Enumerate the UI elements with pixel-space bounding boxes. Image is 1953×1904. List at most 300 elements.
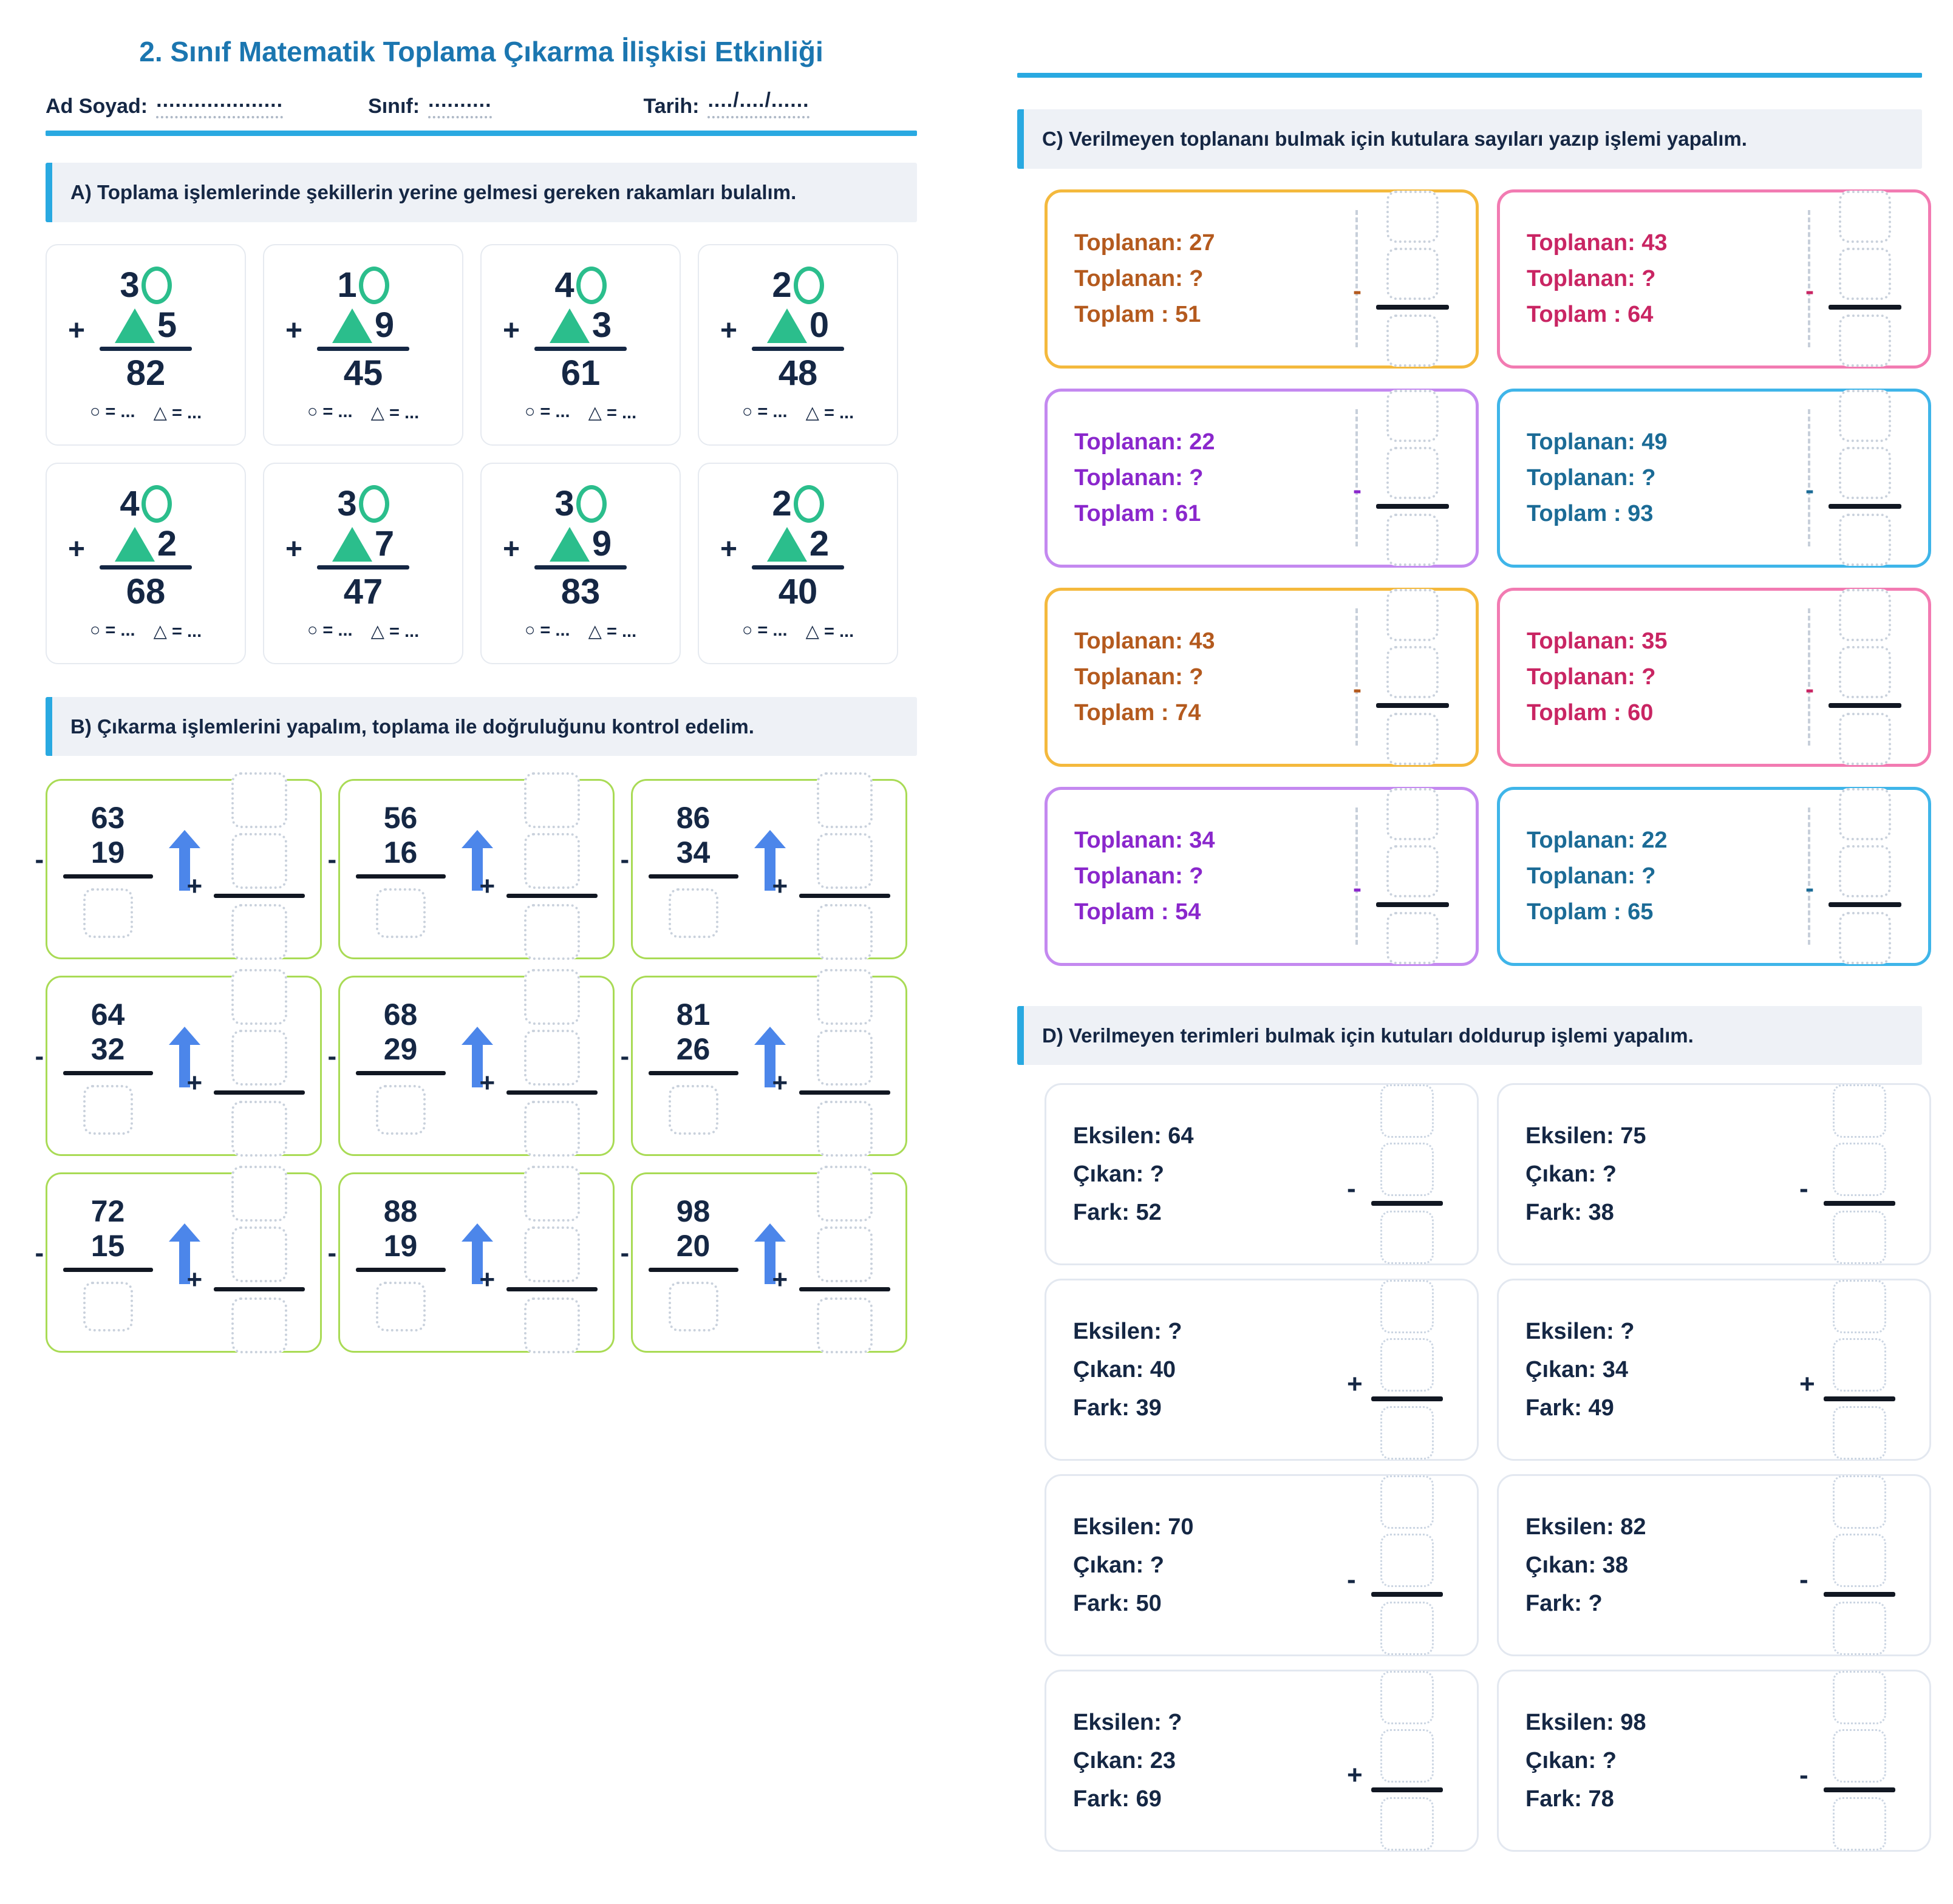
number-answer-box[interactable] <box>1839 646 1891 698</box>
plus-sign: + <box>186 871 203 901</box>
tens-digit: 4 <box>554 265 574 305</box>
subtraction-check-card <box>620 779 907 959</box>
sum-line <box>534 565 627 570</box>
date-fill-line[interactable]: ..../..../...... <box>707 89 809 118</box>
bottom-addend <box>720 305 844 351</box>
shape-answer-legend <box>742 620 854 642</box>
result-line <box>799 1090 890 1095</box>
plus-sign: + <box>503 532 520 565</box>
name-field <box>46 89 283 118</box>
addition-check-column <box>772 969 890 1157</box>
circle-answer-blank[interactable]: ○ = ... <box>741 401 788 421</box>
addend-line-1: Toplanan: 35 <box>1527 628 1668 654</box>
section-a-problem-grid <box>46 244 917 664</box>
subtraction-check-card <box>327 976 615 1156</box>
number-answer-box[interactable] <box>1839 788 1891 840</box>
number-answer-box[interactable] <box>1380 1671 1434 1724</box>
triangle-answer-blank[interactable]: △ = ... <box>588 403 637 423</box>
number-answer-box[interactable] <box>1839 191 1891 243</box>
ones-digit: 2 <box>809 523 830 563</box>
work-area <box>1347 1671 1443 1851</box>
addend-line-1: Toplanan: 49 <box>1527 429 1668 455</box>
difference-answer-box[interactable] <box>83 1282 133 1331</box>
operator-sign: - <box>1353 874 1362 902</box>
number-answer-box[interactable] <box>1833 1475 1886 1529</box>
number-answer-box[interactable] <box>1839 447 1891 499</box>
problem-text <box>1073 1123 1194 1226</box>
circle-placeholder-icon <box>141 267 172 304</box>
difference-line: Fark: 52 <box>1073 1199 1162 1225</box>
work-area <box>1347 1280 1443 1460</box>
number-answer-box[interactable] <box>1839 845 1891 897</box>
number-answer-box[interactable] <box>1380 1729 1434 1783</box>
class-fill-line[interactable]: .......... <box>428 89 491 118</box>
operator-sign: - <box>1353 675 1362 703</box>
sum-answer-box[interactable] <box>524 1101 580 1157</box>
number-answer-box[interactable] <box>1380 1143 1434 1196</box>
bottom-addend <box>68 523 192 570</box>
minuend-line: Eksilen: 64 <box>1073 1123 1194 1149</box>
number-answer-box[interactable] <box>1380 1534 1434 1587</box>
difference-answer-box[interactable] <box>376 888 426 938</box>
sum-value: 40 <box>778 571 818 611</box>
difference-answer-box[interactable] <box>376 1282 426 1331</box>
subtraction-check-card <box>35 779 322 959</box>
addend-line-2: Toplanan: ? <box>1527 863 1656 889</box>
bottom-addend <box>68 305 192 351</box>
minuend: 86 <box>676 800 711 835</box>
result-line <box>214 1287 305 1291</box>
subtraction-check-card <box>35 1172 322 1353</box>
result-line <box>1824 1201 1895 1206</box>
addend-answer-box[interactable] <box>524 969 580 1025</box>
circle-answer-blank[interactable]: ○ = ... <box>524 620 570 640</box>
triangle-answer-blank[interactable]: △ = ... <box>370 403 420 423</box>
section-c-heading: C) Verilmeyen toplananı bulmak için kutulara sayıları yazıp işlemi yapalım. <box>1017 109 1922 169</box>
minuend: 72 <box>90 1194 125 1228</box>
missing-addend-card <box>1497 389 1931 568</box>
circle-answer-blank[interactable]: ○ = ... <box>307 401 353 421</box>
triangle-answer-blank[interactable]: △ = ... <box>153 403 202 423</box>
section-d-heading: D) Verilmeyen terimleri bulmak için kutuları doldurup işlemi yapalım. <box>1017 1006 1922 1066</box>
addend-answer-box[interactable] <box>231 1030 287 1086</box>
plus-sign: + <box>503 314 520 347</box>
result-answer-box[interactable] <box>1833 1406 1886 1460</box>
addend-answer-box[interactable] <box>231 1166 287 1222</box>
shape-answer-legend <box>525 620 636 642</box>
addend-answer-box[interactable] <box>524 772 580 828</box>
addend-answer-box[interactable] <box>524 1030 580 1086</box>
addition-check-column <box>479 1166 598 1353</box>
ones-digit: 5 <box>157 305 177 345</box>
minuend-line: Eksilen: 70 <box>1073 1514 1194 1540</box>
work-area <box>1347 1084 1443 1264</box>
tens-digit: 1 <box>337 265 357 305</box>
addend-answer-box[interactable] <box>231 772 287 828</box>
result-line <box>1829 703 1901 708</box>
circle-answer-blank[interactable]: ○ = ... <box>524 401 570 421</box>
number-answer-box[interactable] <box>1833 1338 1886 1392</box>
result-line <box>1371 1787 1443 1792</box>
number-answer-box[interactable] <box>1833 1671 1886 1724</box>
result-line <box>799 1287 890 1291</box>
plus-sign: + <box>772 1068 788 1098</box>
addend-line-2: Toplanan: ? <box>1527 664 1656 690</box>
bottom-addend <box>720 523 844 570</box>
subtrahend-line: Çıkan: 38 <box>1525 1552 1628 1578</box>
problem-text <box>1525 1319 1635 1421</box>
missing-term-card <box>1497 1474 1931 1656</box>
addend-answer-box[interactable] <box>817 1226 873 1282</box>
circle-placeholder-icon <box>141 485 172 523</box>
number-answer-box[interactable] <box>1386 248 1439 300</box>
result-line <box>63 1268 153 1272</box>
number-answer-box[interactable] <box>1386 589 1439 641</box>
operator-sign: + <box>1347 1369 1363 1399</box>
date-field <box>644 89 809 118</box>
bottom-addend <box>503 523 627 570</box>
addend-answer-box[interactable] <box>817 833 873 889</box>
sum-value: 68 <box>126 571 166 611</box>
addend-line-1: Toplanan: 43 <box>1074 628 1215 654</box>
sum-line <box>534 347 627 351</box>
result-line <box>214 1090 305 1095</box>
subtrahend: 16 <box>383 835 418 869</box>
plus-sign: + <box>186 1265 203 1294</box>
result-answer-box[interactable] <box>1386 713 1439 765</box>
problem-text <box>1073 1710 1182 1812</box>
addition-problem-card <box>698 244 898 446</box>
addend-line-2: Toplanan: ? <box>1074 265 1204 291</box>
problem-text <box>1074 230 1215 328</box>
problem-text <box>1525 1710 1646 1812</box>
sum-answer-box[interactable] <box>231 904 287 960</box>
number-answer-box[interactable] <box>1833 1729 1886 1783</box>
tens-digit: 3 <box>554 483 574 523</box>
sum-value: 83 <box>561 571 601 611</box>
missing-addend-card <box>1045 588 1479 767</box>
subtraction-check-card <box>620 1172 907 1353</box>
addition-check-column <box>186 969 305 1157</box>
operator-sign: - <box>1347 1565 1356 1594</box>
plus-sign: + <box>772 1265 788 1294</box>
result-answer-box[interactable] <box>1386 514 1439 566</box>
tens-digit: 3 <box>337 483 357 523</box>
addend-line-2: Toplanan: ? <box>1074 863 1204 889</box>
number-answer-box[interactable] <box>1839 248 1891 300</box>
number-answer-box[interactable] <box>1386 845 1439 897</box>
minuend: 88 <box>383 1194 418 1228</box>
result-line <box>214 894 305 898</box>
sum-answer-box[interactable] <box>817 904 873 960</box>
addend-line-2: Toplanan: ? <box>1527 464 1656 491</box>
addend-line-1: Toplanan: 22 <box>1527 827 1668 853</box>
addend-answer-box[interactable] <box>524 1166 580 1222</box>
addend-answer-box[interactable] <box>231 833 287 889</box>
subtrahend-line: Çıkan: ? <box>1073 1161 1164 1187</box>
circle-placeholder-icon <box>794 485 824 523</box>
missing-addend-card <box>1497 189 1931 369</box>
total-line: Toplam : 54 <box>1074 899 1201 925</box>
result-line <box>1371 1592 1443 1597</box>
result-line <box>506 894 598 898</box>
student-info-row <box>46 89 917 118</box>
addend-answer-box[interactable] <box>817 772 873 828</box>
class-label: Sınıf: <box>368 95 420 118</box>
number-answer-box[interactable] <box>1833 1084 1886 1138</box>
operator-sign: - <box>1805 475 1814 504</box>
minuend: 98 <box>676 1194 711 1228</box>
result-answer-box[interactable] <box>1833 1211 1886 1264</box>
ones-digit: 3 <box>591 305 612 345</box>
total-line: Toplam : 74 <box>1074 699 1201 726</box>
number-answer-box[interactable] <box>1386 447 1439 499</box>
number-answer-box[interactable] <box>1386 390 1439 442</box>
circle-placeholder-icon <box>794 267 824 304</box>
addend-answer-box[interactable] <box>817 1030 873 1086</box>
subtrahend: 26 <box>676 1032 711 1066</box>
triangle-answer-blank[interactable]: △ = ... <box>805 403 854 423</box>
addend-answer-box[interactable] <box>524 833 580 889</box>
problem-text <box>1074 828 1215 925</box>
minuend-line: Eksilen: 98 <box>1525 1709 1646 1735</box>
subtrahend-line: Çıkan: ? <box>1525 1747 1617 1773</box>
result-answer-box[interactable] <box>1833 1797 1886 1851</box>
sum-answer-box[interactable] <box>231 1297 287 1353</box>
addend-answer-box[interactable] <box>524 1226 580 1282</box>
number-answer-box[interactable] <box>1380 1475 1434 1529</box>
difference-line: Fark: 38 <box>1525 1199 1614 1225</box>
top-addend <box>772 485 823 523</box>
work-area <box>1805 191 1901 367</box>
number-answer-box[interactable] <box>1833 1280 1886 1333</box>
result-answer-box[interactable] <box>1839 314 1891 367</box>
addend-line-1: Toplanan: 27 <box>1074 229 1215 256</box>
total-line: Toplam : 64 <box>1527 301 1654 327</box>
subtrahend: 19 <box>383 1229 418 1263</box>
total-line: Toplam : 93 <box>1527 500 1654 526</box>
difference-line: Fark: 39 <box>1073 1395 1162 1421</box>
triangle-answer-blank[interactable]: △ = ... <box>153 621 202 641</box>
tens-digit: 4 <box>120 483 140 523</box>
missing-addend-card <box>1045 389 1479 568</box>
result-answer-box[interactable] <box>1380 1211 1434 1264</box>
addend-line-2: Toplanan: ? <box>1527 265 1656 291</box>
number-answer-box[interactable] <box>1386 646 1439 698</box>
subtrahend-line: Çıkan: ? <box>1073 1552 1164 1578</box>
plus-sign: + <box>720 532 738 565</box>
sum-value: 61 <box>561 353 601 393</box>
plus-sign: + <box>186 1068 203 1098</box>
addition-problem-card <box>263 244 463 446</box>
circle-answer-blank[interactable]: ○ = ... <box>89 401 135 421</box>
shape-answer-legend <box>525 402 636 423</box>
plus-sign: + <box>720 314 738 347</box>
sum-answer-box[interactable] <box>817 1101 873 1157</box>
left-column <box>35 35 917 1353</box>
total-line: Toplam : 61 <box>1074 500 1201 526</box>
operator-sign: - <box>1347 1174 1356 1203</box>
work-area <box>1355 589 1449 765</box>
top-addend <box>554 267 606 304</box>
subtraction-check-card <box>620 976 907 1156</box>
subtrahend-line: Çıkan: ? <box>1525 1161 1617 1187</box>
minuend-line: Eksilen: 75 <box>1525 1123 1646 1149</box>
sum-line <box>752 565 844 570</box>
difference-answer-box[interactable] <box>669 888 718 938</box>
plus-sign: + <box>68 314 86 347</box>
subtraction-column <box>620 1194 738 1331</box>
result-line <box>356 1268 446 1272</box>
subtraction-column <box>327 800 446 938</box>
sum-line <box>100 565 192 570</box>
result-line <box>1376 902 1449 907</box>
addition-check-column <box>186 772 305 960</box>
result-line <box>356 874 446 879</box>
addend-line-2: Toplanan: ? <box>1074 664 1204 690</box>
addend-answer-box[interactable] <box>231 969 287 1025</box>
operator-sign: - <box>1799 1760 1808 1790</box>
class-field <box>368 89 491 118</box>
result-line <box>1824 1396 1895 1401</box>
circle-placeholder-icon <box>359 485 389 523</box>
minuend: 56 <box>383 800 418 835</box>
problem-text <box>1074 429 1215 527</box>
number-answer-box[interactable] <box>1380 1338 1434 1392</box>
triangle-answer-blank[interactable]: △ = ... <box>588 621 637 641</box>
sum-line <box>752 347 844 351</box>
sum-answer-box[interactable] <box>231 1101 287 1157</box>
addition-check-column <box>186 1166 305 1353</box>
number-answer-box[interactable] <box>1380 1280 1434 1333</box>
subtrahend-line: Çıkan: 23 <box>1073 1747 1176 1773</box>
operator-sign: - <box>1799 1174 1808 1203</box>
result-line <box>1371 1396 1443 1401</box>
sum-answer-box[interactable] <box>524 904 580 960</box>
circle-answer-blank[interactable]: ○ = ... <box>89 620 135 640</box>
minuend: 63 <box>90 800 125 835</box>
result-answer-box[interactable] <box>1380 1602 1434 1655</box>
subtrahend-line: Çıkan: 34 <box>1525 1356 1628 1382</box>
total-line: Toplam : 65 <box>1527 899 1654 925</box>
difference-answer-box[interactable] <box>83 1085 133 1135</box>
result-line <box>63 1071 153 1075</box>
addend-answer-box[interactable] <box>231 1226 287 1282</box>
result-answer-box[interactable] <box>1380 1797 1434 1851</box>
ones-digit: 9 <box>374 305 395 345</box>
number-answer-box[interactable] <box>1839 390 1891 442</box>
number-answer-box[interactable] <box>1386 788 1439 840</box>
addend-answer-box[interactable] <box>817 969 873 1025</box>
minuend-line: Eksilen: ? <box>1073 1318 1182 1344</box>
minus-sign: - <box>35 1041 44 1071</box>
total-line: Toplam : 51 <box>1074 301 1201 327</box>
circle-answer-blank[interactable]: ○ = ... <box>741 620 788 640</box>
difference-answer-box[interactable] <box>376 1085 426 1135</box>
circle-answer-blank[interactable]: ○ = ... <box>307 620 353 640</box>
result-answer-box[interactable] <box>1380 1406 1434 1460</box>
number-answer-box[interactable] <box>1833 1143 1886 1196</box>
sum-line <box>317 347 409 351</box>
subtrahend: 15 <box>90 1229 125 1263</box>
bottom-addend <box>285 305 409 351</box>
shape-answer-legend <box>307 402 419 423</box>
shape-answer-legend <box>90 620 202 642</box>
ones-digit: 0 <box>809 305 830 345</box>
problem-text <box>1073 1319 1182 1421</box>
result-answer-box[interactable] <box>1386 314 1439 367</box>
missing-addend-card <box>1045 189 1479 369</box>
triangle-placeholder-icon <box>115 527 155 562</box>
circle-placeholder-icon <box>576 485 607 523</box>
addition-problem-card <box>480 244 681 446</box>
subtraction-column <box>35 997 153 1135</box>
difference-answer-box[interactable] <box>669 1085 718 1135</box>
result-answer-box[interactable] <box>1833 1602 1886 1655</box>
sum-answer-box[interactable] <box>524 1297 580 1353</box>
operator-sign: + <box>1347 1760 1363 1790</box>
result-answer-box[interactable] <box>1839 713 1891 765</box>
top-addend <box>772 267 823 304</box>
result-line <box>799 894 890 898</box>
problem-text <box>1525 1514 1646 1617</box>
triangle-placeholder-icon <box>767 527 807 562</box>
sum-answer-box[interactable] <box>817 1297 873 1353</box>
subtraction-column <box>327 997 446 1135</box>
ones-digit: 7 <box>374 523 395 563</box>
result-answer-box[interactable] <box>1386 912 1439 964</box>
subtraction-column <box>620 997 738 1135</box>
missing-addend-card <box>1045 787 1479 966</box>
operator-sign: + <box>1799 1369 1815 1399</box>
minuend: 64 <box>90 997 125 1032</box>
number-answer-box[interactable] <box>1380 1084 1434 1138</box>
subtrahend: 29 <box>383 1032 418 1066</box>
minus-sign: - <box>327 1041 337 1071</box>
triangle-placeholder-icon <box>550 527 590 562</box>
result-line <box>356 1071 446 1075</box>
missing-term-card <box>1497 1083 1931 1265</box>
section-c-card-grid <box>1045 189 1922 966</box>
number-answer-box[interactable] <box>1839 589 1891 641</box>
triangle-answer-blank[interactable]: △ = ... <box>370 621 420 641</box>
result-answer-box[interactable] <box>1839 514 1891 566</box>
difference-answer-box[interactable] <box>83 888 133 938</box>
number-answer-box[interactable] <box>1386 191 1439 243</box>
addend-answer-box[interactable] <box>817 1166 873 1222</box>
triangle-answer-blank[interactable]: △ = ... <box>805 621 854 641</box>
addend-line-1: Toplanan: 34 <box>1074 827 1215 853</box>
number-answer-box[interactable] <box>1833 1534 1886 1587</box>
sum-line <box>317 565 409 570</box>
work-area <box>1799 1084 1895 1264</box>
difference-answer-box[interactable] <box>669 1282 718 1331</box>
difference-line: Fark: 49 <box>1525 1395 1614 1421</box>
minus-sign: - <box>35 844 44 874</box>
result-answer-box[interactable] <box>1839 912 1891 964</box>
missing-term-card <box>1045 1474 1479 1656</box>
addition-problem-card <box>46 463 246 664</box>
sum-value: 45 <box>343 353 383 393</box>
addition-check-column <box>772 772 890 960</box>
section-d-card-grid <box>1045 1083 1922 1852</box>
section-b-heading: B) Çıkarma işlemlerini yapalım, toplama ile doğruluğunu kontrol edelim. <box>46 697 917 756</box>
triangle-placeholder-icon <box>332 527 372 562</box>
addition-check-column <box>479 969 598 1157</box>
subtrahend: 20 <box>676 1229 711 1263</box>
work-area <box>1805 589 1901 765</box>
name-fill-line[interactable]: .................... <box>156 89 283 118</box>
